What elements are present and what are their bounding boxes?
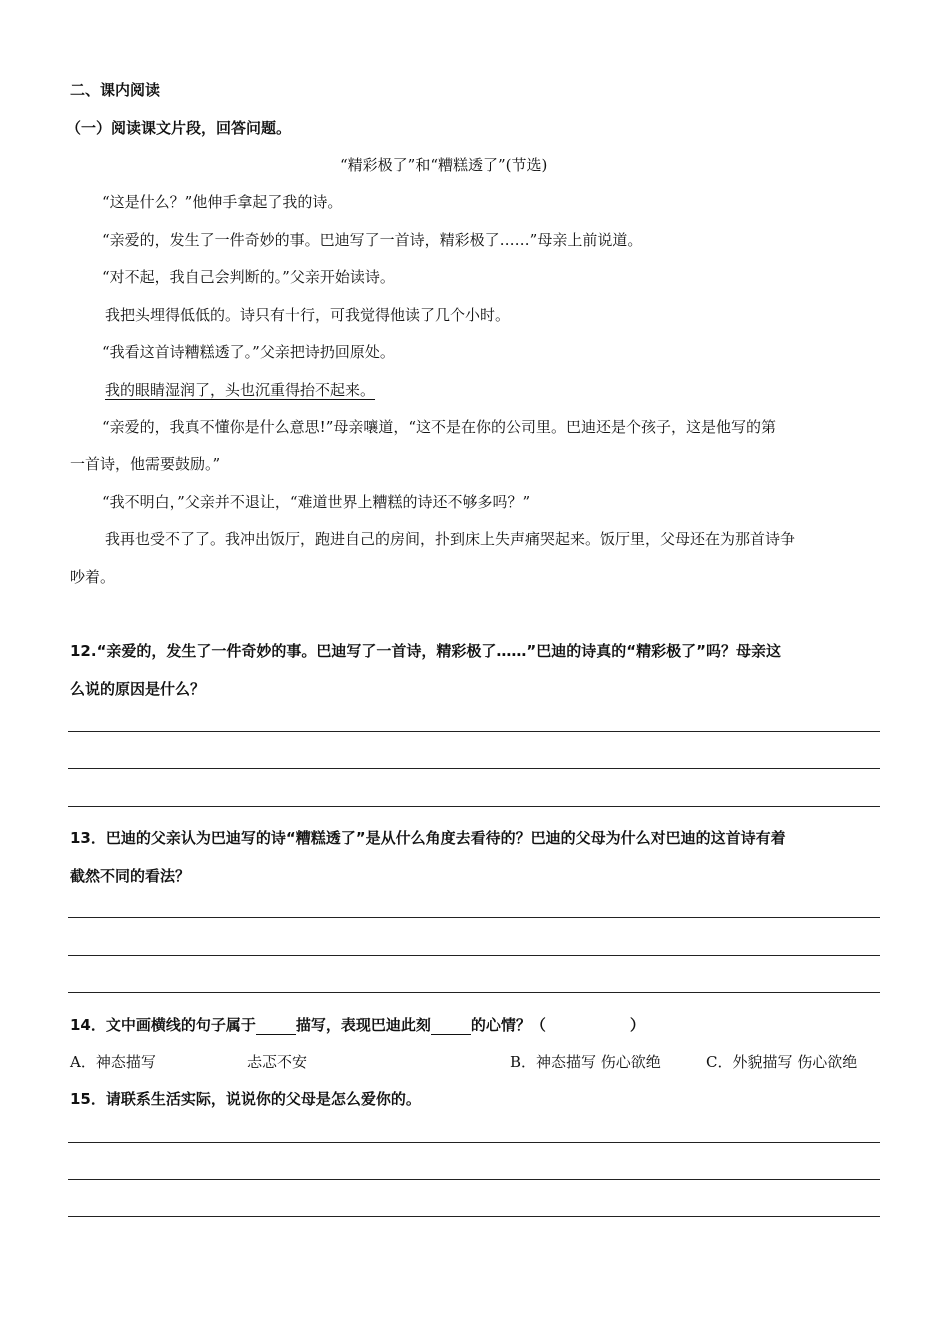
passage-paragraph: “对不起，我自己会判断的。”父亲开始读诗。 bbox=[102, 268, 395, 286]
option-b: B．神态描写 伤心欲绝 bbox=[510, 1053, 661, 1071]
answer-line[interactable] bbox=[68, 768, 880, 769]
option-a-value: 忐忑不安 bbox=[247, 1053, 308, 1071]
passage-paragraph: “这是什么？”他伸手拿起了我的诗。 bbox=[102, 193, 343, 211]
answer-line[interactable] bbox=[68, 955, 880, 956]
question-14-text: 14．文中画横线的句子属于 bbox=[70, 1016, 256, 1034]
fill-blank-1[interactable] bbox=[256, 1016, 296, 1035]
question-14 bbox=[70, 1014, 645, 1035]
passage-paragraph: “亲爱的，发生了一件奇妙的事。巴迪写了一首诗，精彩极了……”母亲上前说道。 bbox=[102, 231, 643, 249]
section-heading: 二、课内阅读 bbox=[70, 81, 161, 99]
answer-line[interactable] bbox=[68, 992, 880, 993]
passage-title: “精彩极了”和“糟糕透了”(节选) bbox=[340, 156, 548, 174]
question-13: 13．巴迪的父亲认为巴迪写的诗“糟糕透了”是从什么角度去看待的？巴迪的父母为什么对巴迪的这首诗有着 bbox=[70, 829, 786, 847]
answer-line[interactable] bbox=[68, 1179, 880, 1180]
question-15: 15．请联系生活实际，说说你的父母是怎么爱你的。 bbox=[70, 1090, 421, 1108]
passage-paragraph: “亲爱的，我真不懂你是什么意思!”母亲嚷道，“这不是在你的公司里。巴迪还是个孩子，这是他写的第 bbox=[102, 418, 777, 436]
answer-line[interactable] bbox=[68, 731, 880, 732]
passage-paragraph: 我再也受不了了。我冲出饭厅，跑进自己的房间，扑到床上失声痛哭起来。饭厅里，父母还在为那首诗争 bbox=[105, 530, 796, 548]
answer-line[interactable] bbox=[68, 1216, 880, 1217]
question-12-continued: 么说的原因是什么？ bbox=[70, 680, 206, 698]
option-c: C．外貌描写 伤心欲绝 bbox=[706, 1053, 858, 1071]
answer-line[interactable] bbox=[68, 917, 880, 918]
question-14-text: 的心情？（ bbox=[470, 1016, 546, 1034]
question-14-text: ） bbox=[629, 1016, 645, 1034]
answer-line[interactable] bbox=[68, 1142, 880, 1143]
passage-paragraph: “我不明白，”父亲并不退让，“难道世界上糟糕的诗还不够多吗？” bbox=[102, 493, 531, 511]
passage-paragraph: “我看这首诗糟糕透了。”父亲把诗扔回原处。 bbox=[102, 343, 395, 361]
fill-blank-2[interactable] bbox=[431, 1016, 471, 1035]
question-14-text: 描写，表现巴迪此刻 bbox=[295, 1016, 431, 1034]
option-a: A．神态描写 bbox=[70, 1053, 156, 1071]
passage-paragraph-continued: 吵着。 bbox=[70, 568, 116, 586]
passage-paragraph-continued: 一首诗，他需要鼓励。” bbox=[70, 455, 221, 473]
passage-paragraph: 我把头埋得低低的。诗只有十行，可我觉得他读了几个小时。 bbox=[105, 306, 511, 324]
question-12: 12.“亲爱的，发生了一件奇妙的事。巴迪写了一首诗，精彩极了……”巴迪的诗真的“精彩极了”吗？母亲这 bbox=[70, 642, 782, 660]
underlined-sentence: 我的眼睛湿润了，头也沉重得抬不起来。 bbox=[105, 381, 376, 399]
reading-instruction: （一）阅读课文片段，回答问题。 bbox=[66, 119, 292, 137]
answer-line[interactable] bbox=[68, 806, 880, 807]
question-13-continued: 截然不同的看法？ bbox=[70, 867, 191, 885]
